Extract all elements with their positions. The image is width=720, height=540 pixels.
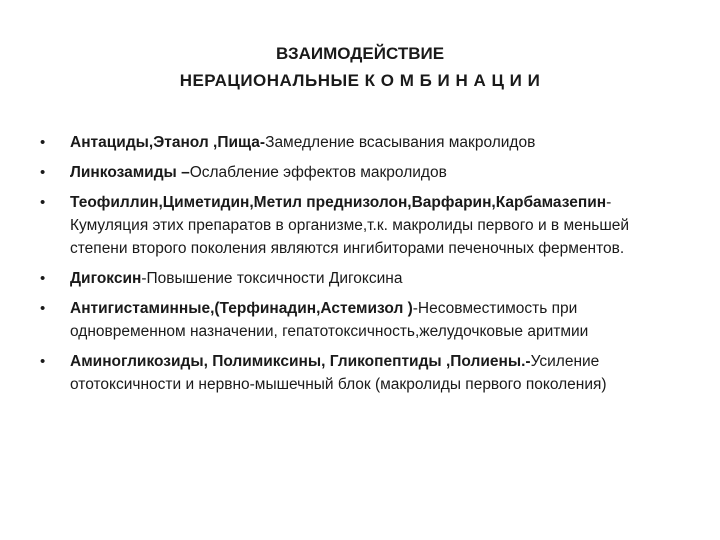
slide-title — [0, 40, 720, 94]
bullet-icon: • — [40, 353, 46, 370]
interaction-effect: Усиление ототоксичности и нервно-мышечный блок (макролиды первого поколения) — [70, 353, 607, 393]
drug-names: Дигоксин — [70, 270, 142, 287]
bullet-icon: • — [40, 194, 46, 211]
interaction-effect: Ослабление эффектов макролидов — [189, 164, 447, 181]
drug-names: Линкозамиды – — [70, 164, 190, 181]
drug-names: Теофиллин,Циметидин,Метил преднизолон,Варфарин,Карбамазепин — [70, 194, 607, 211]
drug-names: Аминогликозиды, Полимиксины, Гликопептиды ,Полиены.- — [70, 353, 531, 370]
list-item — [40, 161, 685, 184]
list-item — [40, 267, 685, 290]
bullet-icon: • — [40, 300, 46, 317]
title-line-2: НЕРАЦИОНАЛЬНЫЕ К О М Б И Н А Ц И И — [179, 71, 541, 90]
list-item — [40, 297, 685, 343]
drug-names: Антациды,Этанол ,Пища- — [70, 134, 266, 151]
interaction-effect: Замедление всасывания макролидов — [265, 134, 536, 151]
interaction-effect: -Несовместимость при одновременном назначении, гепатотоксичность,желудочковые аритмии — [70, 300, 589, 340]
drug-names: Антигистаминные,(Терфинадин,Астемизол ) — [70, 300, 413, 317]
list-item — [40, 350, 685, 396]
bullet-list — [40, 131, 685, 403]
list-item — [40, 131, 685, 154]
interaction-effect: -Повышение токсичности Дигоксина — [141, 270, 403, 287]
list-item — [40, 191, 685, 260]
bullet-icon: • — [40, 270, 46, 287]
bullet-icon: • — [40, 134, 46, 151]
title-line-1: ВЗАИМОДЕЙСТВИЕ — [275, 44, 445, 63]
bullet-icon: • — [40, 164, 46, 181]
interaction-effect: - Кумуляция этих препаратов в организме,т.к. макролиды первого и в меньшей степени второго поколения являются ингибиторами печеночных ферментов. — [70, 194, 630, 257]
